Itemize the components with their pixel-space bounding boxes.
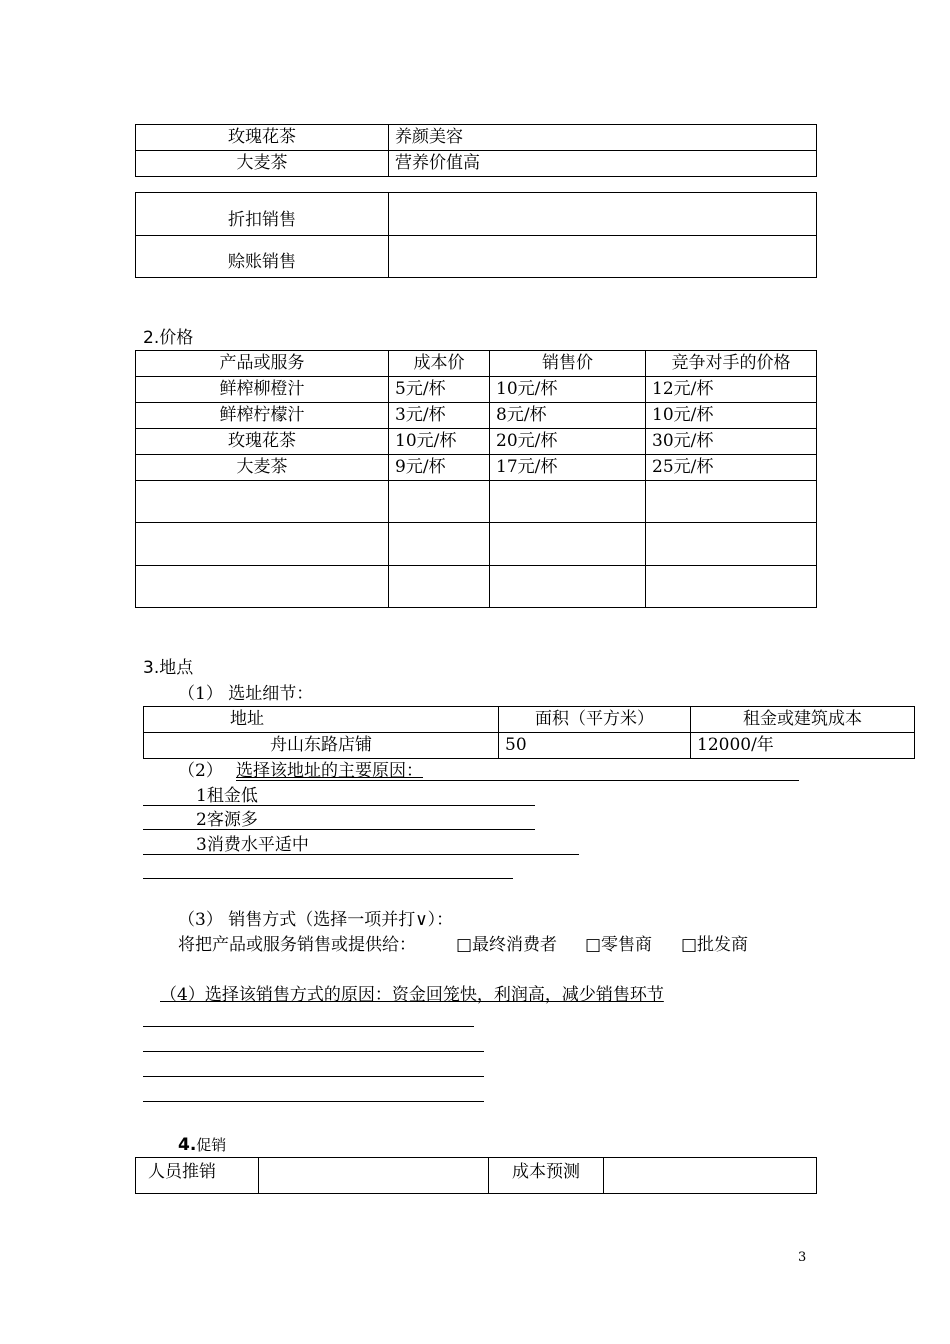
promo-value-cell — [604, 1158, 817, 1194]
table-cell: 3元/杯 — [389, 403, 490, 429]
page-number: 3 — [798, 1250, 807, 1265]
underline — [143, 1026, 474, 1027]
underline — [236, 780, 799, 781]
table-row — [136, 455, 817, 481]
product-cell: 大麦茶 — [136, 151, 389, 177]
underline — [143, 1051, 484, 1052]
price-table — [135, 350, 817, 608]
column-header: 销售价 — [490, 351, 646, 377]
table-row — [136, 125, 817, 151]
location-subtitle-1: （1） 选址细节： — [178, 684, 314, 704]
features-table — [135, 124, 817, 177]
empty-row — [136, 523, 817, 566]
table-cell: 10元/杯 — [389, 429, 490, 455]
product-cell: 玫瑰花茶 — [136, 125, 389, 151]
table-cell: 舟山东路店铺 — [144, 733, 499, 759]
table-row — [136, 377, 817, 403]
location-subtitle-2-label: （2） — [178, 761, 223, 781]
promo-label-cell: 成本预测 — [489, 1158, 604, 1194]
location-subtitle-4: （4）选择该销售方式的原因：资金回笼快，利润高，减少销售环节 — [160, 985, 664, 1005]
sales-methods-table — [135, 192, 817, 278]
section-title-text: 促销 — [196, 1136, 227, 1154]
sales-value-cell — [389, 236, 817, 278]
feature-cell: 养颜美容 — [389, 125, 817, 151]
sales-value-cell — [389, 193, 817, 236]
table-row — [136, 236, 817, 278]
empty-row — [136, 481, 817, 523]
table-row — [136, 193, 817, 236]
column-header: 面积（平方米） — [499, 707, 691, 733]
underline — [143, 805, 535, 806]
reason-item: 3消费水平适中 — [196, 835, 309, 855]
section-title-location: 3.地点 — [143, 658, 194, 678]
option-retailer-checkbox[interactable]: □零售商 — [585, 935, 653, 955]
table-cell: 5元/杯 — [389, 377, 490, 403]
table-cell: 20元/杯 — [490, 429, 646, 455]
location-subtitle-2-text: 选择该地址的主要原因： — [236, 761, 423, 781]
table-cell: 10元/杯 — [490, 377, 646, 403]
table-cell: 大麦茶 — [136, 455, 389, 481]
table-row — [144, 733, 915, 759]
underline — [143, 878, 513, 879]
section-title-price: 2.价格 — [143, 328, 194, 348]
sales-target-prompt: 将把产品或服务销售或提供给： — [178, 935, 416, 955]
table-cell: 25元/杯 — [646, 455, 817, 481]
table-cell: 8元/杯 — [490, 403, 646, 429]
column-header: 租金或建筑成本 — [691, 707, 915, 733]
promotion-table — [135, 1157, 817, 1194]
table-cell: 10元/杯 — [646, 403, 817, 429]
table-row — [136, 151, 817, 177]
table-cell: 鲜榨柠檬汁 — [136, 403, 389, 429]
option-final-consumer-checkbox[interactable]: □最终消费者 — [456, 935, 558, 955]
underline — [143, 1101, 484, 1102]
promo-value-cell — [259, 1158, 489, 1194]
underline — [143, 829, 535, 830]
table-header-row — [144, 707, 915, 733]
table-cell: 30元/杯 — [646, 429, 817, 455]
column-header: 产品或服务 — [136, 351, 389, 377]
underline — [143, 1076, 484, 1077]
section-title-promotion — [178, 1135, 226, 1155]
empty-row — [136, 566, 817, 608]
reason-item: 2客源多 — [196, 810, 258, 830]
table-row — [136, 403, 817, 429]
location-subtitle-3: （3） 销售方式（选择一项并打∨）： — [178, 910, 454, 930]
table-row — [136, 1158, 817, 1194]
sales-label-cell: 赊账销售 — [136, 236, 389, 278]
column-header: 地址 — [144, 707, 499, 733]
table-cell: 玫瑰花茶 — [136, 429, 389, 455]
table-cell: 鲜榨柳橙汁 — [136, 377, 389, 403]
underline — [143, 854, 579, 855]
column-header: 成本价 — [389, 351, 490, 377]
table-cell: 17元/杯 — [490, 455, 646, 481]
table-cell: 12000/年 — [691, 733, 915, 759]
table-cell: 12元/杯 — [646, 377, 817, 403]
reason-item: 1租金低 — [196, 786, 258, 806]
column-header: 竞争对手的价格 — [646, 351, 817, 377]
table-cell: 50 — [499, 733, 691, 759]
table-cell: 9元/杯 — [389, 455, 490, 481]
section-number: 4. — [178, 1135, 197, 1155]
table-row — [136, 429, 817, 455]
promo-label-cell: 人员推销 — [136, 1158, 259, 1194]
table-header-row — [136, 351, 817, 377]
feature-cell: 营养价值高 — [389, 151, 817, 177]
sales-label-cell: 折扣销售 — [136, 193, 389, 236]
option-wholesaler-checkbox[interactable]: □批发商 — [681, 935, 749, 955]
location-table — [143, 706, 915, 759]
